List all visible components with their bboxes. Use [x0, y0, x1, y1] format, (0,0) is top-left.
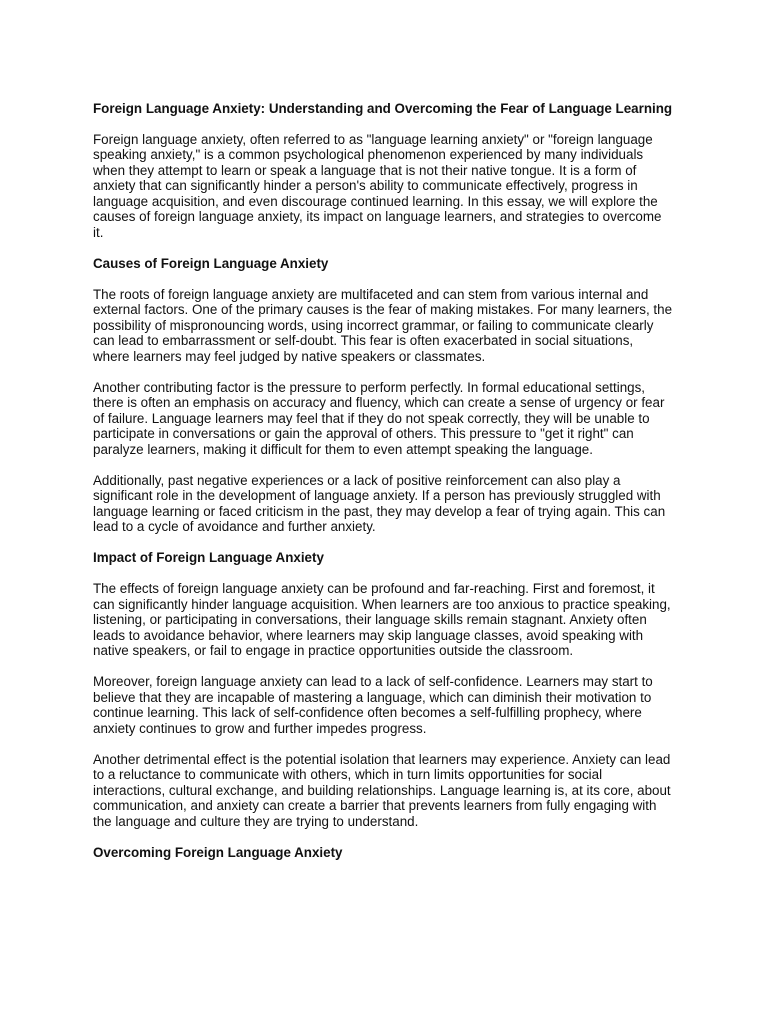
intro-paragraph: Foreign language anxiety, often referred to as "language learning anxiety" or "foreign language speaking anxiety," is a common psychological phenomenon experienced by many individuals when they attempt to learn or speak a language that is not their native tongue. It is a form of anxiety that can significantly hinder a person's ability to communicate effectively, progress in language acquisition, and even discourage continued learning. In this essay, we will explore the causes of foreign language anxiety, its impact on language learners, and strategies to overcome it. — [93, 131, 662, 240]
impact-paragraph-3: Another detrimental effect is the potential isolation that learners may experience. Anxiety can lead to a reluctance to communicate with others, which in turn limits opportunities for social interactions, cultural exchange, and building relationships. Language learning is, at its core, about communication, and anxiety can create a barrier that prevents learners from fully engaging with the language and culture they are trying to understand. — [93, 751, 671, 829]
document-body — [93, 101, 673, 876]
causes-paragraph-1: The roots of foreign language anxiety are multifaceted and can stem from various internal and external factors. One of the primary causes is the fear of making mistakes. For many learners, the possibility of mispronouncing words, using incorrect grammar, or failing to communicate clearly can lead to embarrassment or self-doubt. This fear is often exacerbated in social situations, where learners may feel judged by native speakers or classmates. — [93, 286, 673, 364]
impact-paragraph-1: The effects of foreign language anxiety can be profound and far-reaching. First and foremost, it can significantly hinder language acquisition. When learners are too anxious to practice speaking, listening, or participating in conversations, their language skills remain stagnant. Anxiety often leads to avoidance behavior, where learners may skip language classes, avoid speaking with native speakers, or fail to engage in practice opportunities outside the classroom. — [93, 581, 671, 658]
document-title: Foreign Language Anxiety: Understanding and Overcoming the Fear of Language Learning — [93, 101, 673, 116]
impact-paragraph-2: Moreover, foreign language anxiety can lead to a lack of self-confidence. Learners may start to believe that they are incapable of mastering a language, which can diminish their motivation to continue learning. This lack of self-confidence often becomes a self-fulfilling prophecy, where anxiety continues to grow and further impedes progress. — [93, 674, 653, 736]
causes-paragraph-3: Additionally, past negative experiences or a lack of positive reinforcement can also play a significant role in the development of language anxiety. If a person has previously struggled with language learning or faced criticism in the past, they may develop a fear of trying again. This can lead to a cycle of avoidance and further anxiety. — [93, 472, 666, 534]
causes-paragraph-2: Another contributing factor is the pressure to perform perfectly. In formal educational settings, there is often an emphasis on accuracy and fluency, which can create a sense of urgency or fear of failure. Language learners may feel that if they do not speak correctly, they will be unable to participate in conversations or gain the approval of others. This pressure to "get it right" can paralyze learners, making it difficult for them to even attempt speaking the language. — [93, 379, 665, 457]
section-heading-overcoming: Overcoming Foreign Language Anxiety — [93, 844, 343, 860]
section-heading-impact: Impact of Foreign Language Anxiety — [93, 550, 324, 565]
section-heading-causes: Causes of Foreign Language Anxiety — [93, 255, 329, 271]
